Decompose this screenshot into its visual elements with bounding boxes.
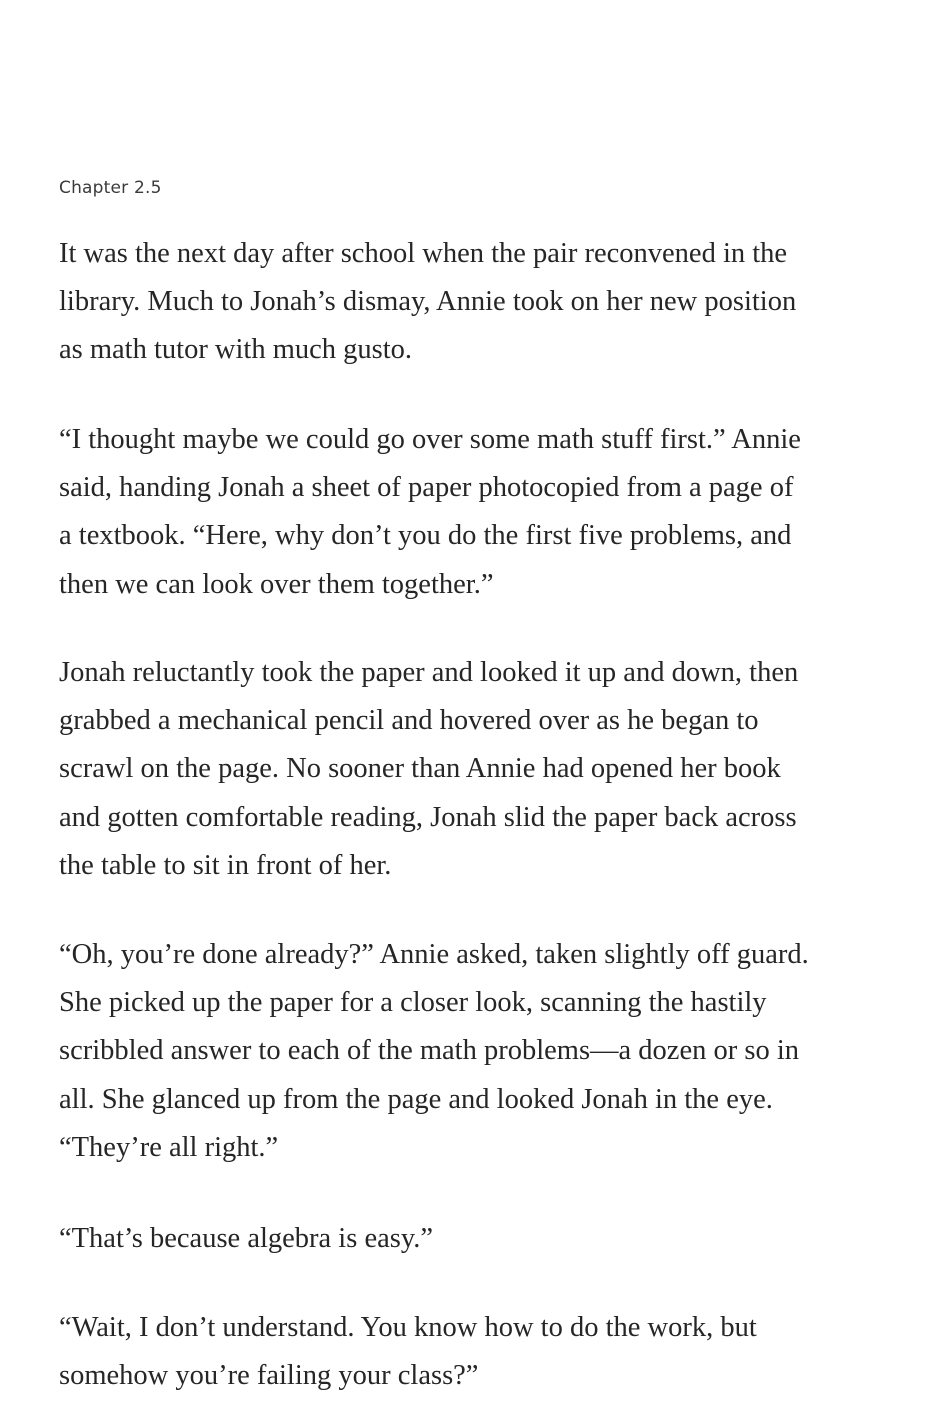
text-line: library. Much to Jonah’s dismay, Annie took on her new position bbox=[59, 286, 797, 318]
text-line: “Oh, you’re done already?” Annie asked, taken slightly off guard. bbox=[59, 939, 809, 970]
text-line: “I thought maybe we could go over some math stuff first.” Annie bbox=[59, 424, 801, 455]
text-line: “They’re all right.” bbox=[59, 1131, 279, 1163]
text-line: Jonah reluctantly took the paper and looked it up and down, then bbox=[59, 657, 799, 688]
text-line: somehow you’re failing your class?” bbox=[59, 1360, 479, 1392]
paragraph bbox=[59, 649, 904, 890]
text-line: as math tutor with much gusto. bbox=[59, 334, 413, 366]
text-line: scrawl on the page. No sooner than Annie had opened her book bbox=[59, 753, 781, 785]
text-line: said, handing Jonah a sheet of paper photocopied from a page of bbox=[59, 472, 794, 504]
chapter-label: Chapter 2.5 bbox=[59, 178, 162, 198]
paragraph bbox=[59, 1304, 904, 1400]
text-line: It was the next day after school when the pair reconvened in the bbox=[59, 238, 788, 269]
text-line: the table to sit in front of her. bbox=[59, 849, 392, 881]
text-line: grabbed a mechanical pencil and hovered over as he began to bbox=[59, 705, 759, 737]
text-line: scribbled answer to each of the math problems—a dozen or so in bbox=[59, 1035, 799, 1067]
paragraph bbox=[59, 416, 904, 609]
text-line: “Wait, I don’t understand. You know how to do the work, but bbox=[59, 1312, 757, 1343]
paragraph bbox=[59, 1215, 904, 1263]
paragraph bbox=[59, 230, 904, 375]
text-line: all. She glanced up from the page and looked Jonah in the eye. bbox=[59, 1083, 773, 1115]
text-line: She picked up the paper for a closer look, scanning the hastily bbox=[59, 987, 767, 1019]
paragraph bbox=[59, 931, 904, 1172]
text-line: “That’s because algebra is easy.” bbox=[59, 1223, 434, 1254]
text-line: and gotten comfortable reading, Jonah slid the paper back across bbox=[59, 801, 797, 833]
text-line: then we can look over them together.” bbox=[59, 568, 494, 600]
text-line: a textbook. “Here, why don’t you do the first five problems, and bbox=[59, 520, 792, 552]
